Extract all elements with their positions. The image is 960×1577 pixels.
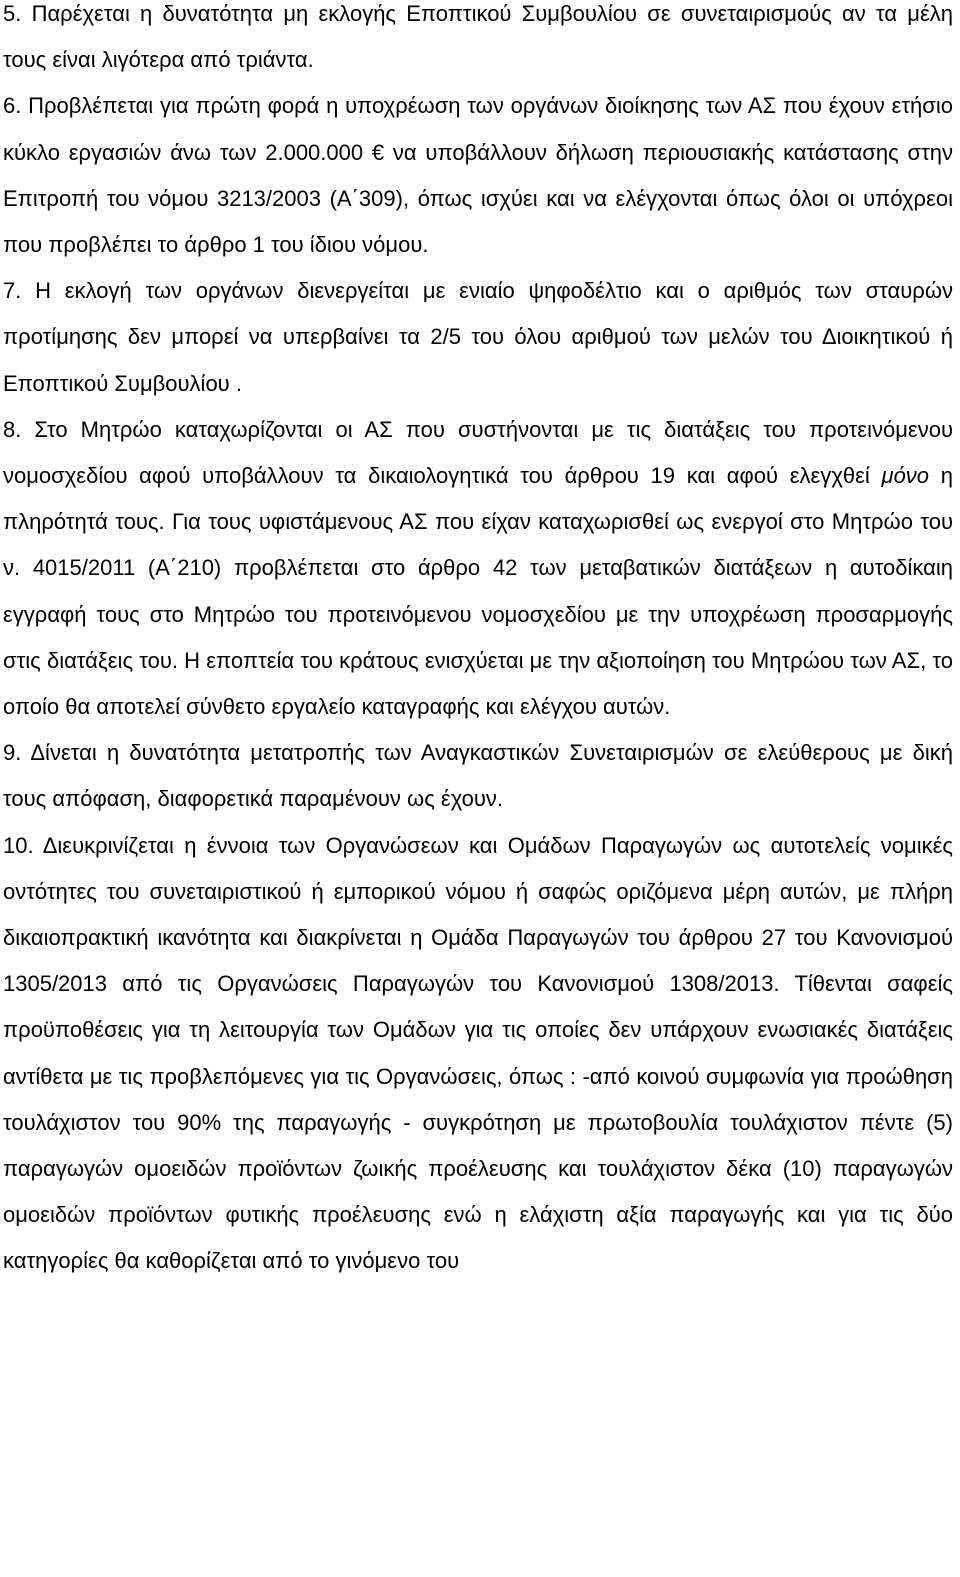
paragraph-7-text: 7. Η εκλογή των οργάνων διενεργείται με ενιαίο ψηφοδέλτιο και ο αριθμός των σταυρών προτίμησης δεν μπορεί να υπερβαίνει τα 2/5 του όλου αριθμού των μελών του Διοικητικού ή Εποπτικού Συμβουλίου .: [3, 278, 953, 396]
paragraph-5-text: 5. Παρέχεται η δυνατότητα μη εκλογής Εποπτικού Συμβουλίου σε συνεταιρισμούς αν τα μέλη τους είναι λιγότερα από τριάντα.: [3, 1, 953, 73]
paragraph-8-italic-word: μόνο: [881, 463, 930, 489]
paragraph-9-text: 9. Δίνεται η δυνατότητα μετατροπής των Αναγκαστικών Συνεταιρισμών σε ελεύθερους με δική τους απόφαση, διαφορετικά παραμένουν ως έχουν.: [3, 740, 953, 812]
paragraph-6-text: 6. Προβλέπεται για πρώτη φορά η υποχρέωση των οργάνων διοίκησης των ΑΣ που έχουν ετήσιο κύκλο εργασιών άνω των 2.000.000 € να υποβάλλουν δήλωση περιουσιακής κατάστασης στην Επιτροπή του νόμου 3213/2003 (Α΄309), όπως ισχύει και να ελέγχονται όπως όλοι οι υπόχρεοι που προβλέπει το άρθρο 1 του ίδιου νόμου.: [3, 93, 953, 258]
paragraph-9: [3, 730, 953, 822]
paragraph-8-text-start: 8. Στο Μητρώο καταχωρίζονται οι ΑΣ που συστήνονται με τις διατάξεις του προτεινόμενου νομοσχεδίου αφού υποβάλλουν τα δικαιολογητικά του άρθρου 19 και αφού ελεγχθεί: [3, 416, 953, 489]
paragraph-8: [3, 407, 953, 730]
paragraph-5: [3, 0, 953, 83]
paragraph-8-text-end: η πληρότητά τους. Για τους υφιστάμενους ΑΣ που είχαν καταχωρισθεί ως ενεργοί στο Μητρώο του ν. 4015/2011 (Α΄210) προβλέπεται στο άρθρο 42 των μεταβατικών διατάξεων η αυτοδίκαιη εγγραφή τους στο Μητρώο του προτεινόμενου νομοσχεδίου με την υποχρέωση προσαρμογής στις διατάξεις του. Η εποπτεία του κράτους ενισχύεται με την αξιοποίηση του Μητρώου των ΑΣ, το οποίο θα αποτελεί σύνθετο εργαλείο καταγραφής και ελέγχου αυτών.: [3, 463, 953, 720]
paragraph-10: [3, 823, 953, 1285]
paragraph-10-text: 10. Διευκρινίζεται η έννοια των Οργανώσεων και Ομάδων Παραγωγών ως αυτοτελείς νομικές οντότητες του συνεταιριστικού ή εμπορικού νόμου ή σαφώς οριζόμενα μέρη αυτών, με πλήρη δικαιοπρακτική ικανότητα και διακρίνεται η Ομάδα Παραγωγών του άρθρου 27 του Κανονισμού 1305/2013 από τις Οργανώσεις Παραγωγών του Κανονισμού 1308/2013. Τίθενται σαφείς προϋποθέσεις για τη λειτουργία των Ομάδων για τις οποίες δεν υπάρχουν ενωσιακές διατάξεις αντίθετα με τις προβλεπόμενες για τις Οργανώσεις, όπως : -από κοινού συμφωνία για προώθηση τουλάχιστον του 90% της παραγωγής - συγκρότηση με πρωτοβουλία τουλάχιστον πέντε (5) παραγωγών ομοειδών προϊόντων ζωικής προέλευσης και τουλάχιστον δέκα (10) παραγωγών ομοειδών προϊόντων φυτικής προέλευσης ενώ η ελάχιστη αξία παραγωγής και για τις δύο κατηγορίες θα καθορίζεται από το γινόμενο του: [3, 832, 953, 1274]
paragraph-7: [3, 268, 953, 407]
document-body: [3, 0, 953, 1285]
paragraph-6: [3, 83, 953, 268]
